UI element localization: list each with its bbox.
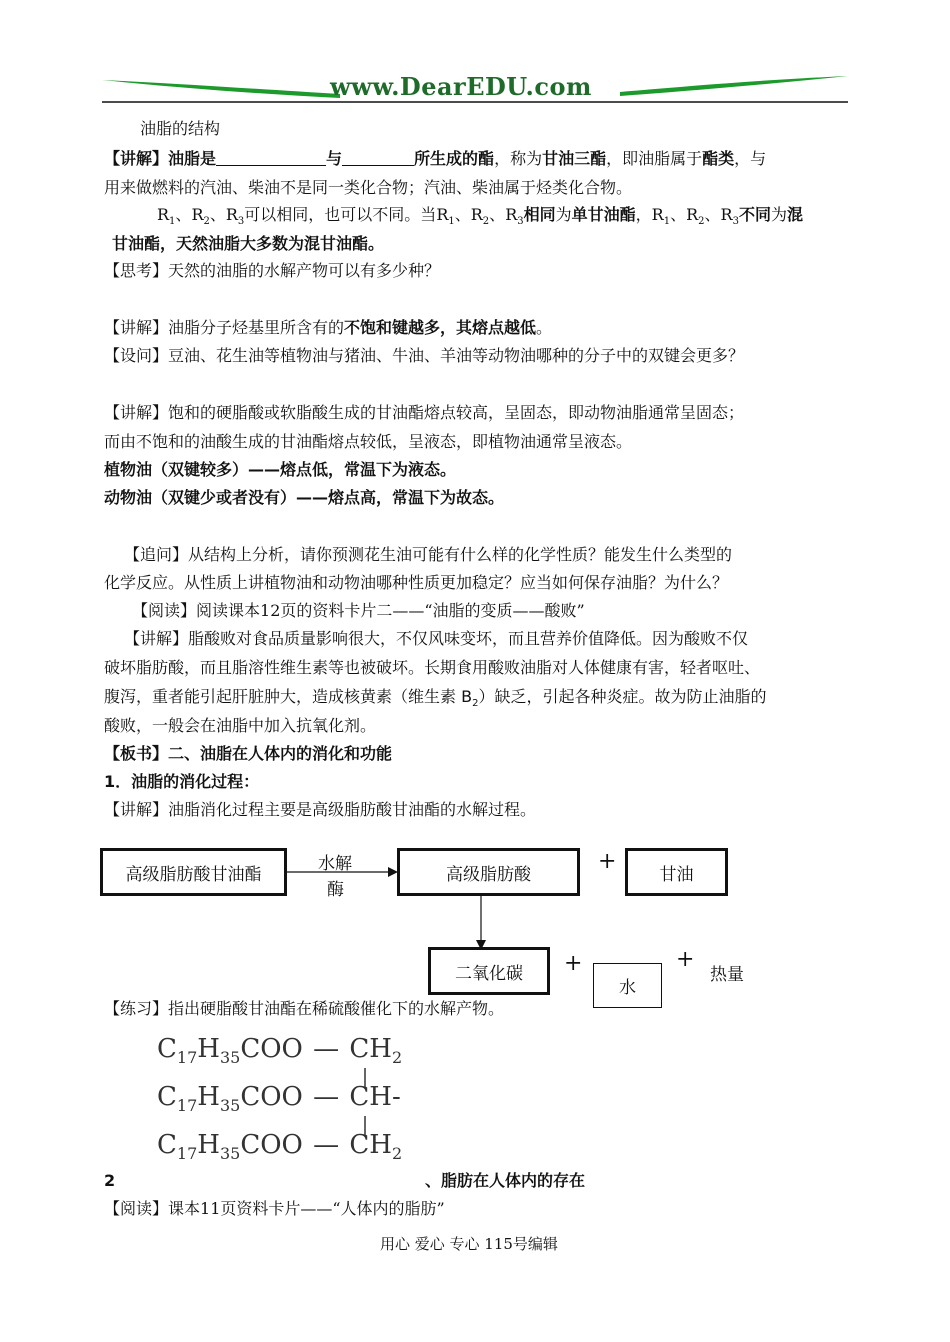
paragraph-lecture-3-line2: 而由不饱和的油酸生成的甘油酯熔点较低，呈液态，即植物油通常呈液态。: [104, 432, 633, 451]
fill-blank-1[interactable]: [216, 147, 326, 166]
plus-sign-2: +: [564, 951, 583, 976]
paragraph-exercise: 【练习】指出硬脂酸甘油酯在稀硫酸催化下的水解产物。: [104, 999, 505, 1018]
plus-sign-1: +: [598, 849, 617, 874]
paragraph-r-groups-line2: 甘油酯，天然油脂大多数为混甘油酯。: [112, 234, 385, 253]
box-glyceride: 高级脂肪酸甘油酯: [100, 848, 287, 896]
box-glycerol: 甘油: [625, 848, 728, 896]
paragraph-lecture-4-line4: 酸败，一般会在油脂中加入抗氧化剂。: [104, 716, 377, 735]
box-fatty-acid: 高级脂肪酸: [397, 848, 580, 896]
formula-row-1: $C_{17}H_{35}COO$ — $CH_2$: [157, 1034, 403, 1068]
tag: 【讲解】: [104, 149, 169, 168]
paragraph-lecture-4-line2: 破坏脂肪酸，而且脂溶性维生素等也被破坏。长期食用酸败油脂对人体健康有害，轻者呕吐、: [104, 658, 761, 677]
paragraph-lecture-4: 【讲解】脂酸败对食品质量影响很大，不仅风味变坏，而且营养价值降低。因为酸败不仅: [124, 629, 749, 648]
paragraph-lecture-2: 【讲解】油脂分子烃基里所含有的不饱和键越多，其熔点越低。: [104, 318, 553, 337]
paragraph-lecture-1: 【讲解】油脂是 与 所生成的酯，称为甘油三酯，即油脂属于酯类，与: [104, 149, 767, 168]
paragraph-question: 【设问】豆油、花生油等植物油与猪油、牛油、羊油等动物油哪种的分子中的双键会更多？: [104, 346, 745, 365]
formula-row-2: $C_{17}H_{35}COO$ — CH-: [157, 1082, 401, 1116]
item-2-num: 2: [104, 1171, 116, 1190]
plus-sign-3: +: [676, 947, 695, 972]
arrow-label-enzyme: 酶: [327, 880, 344, 900]
paragraph-lecture-4-line3: 腹泻，重者能引起肝脏肿大，造成核黄素（维生素 $B_2$）缺乏，引起各种炎症。故为防止油脂的: [104, 687, 767, 710]
paragraph-reading-2: 【阅读】课本11页资料卡片——“人体内的脂肪”: [104, 1199, 445, 1218]
paragraph-followup: 【追问】从结构上分析，请你预测花生油可能有什么样的化学性质？能发生什么类型的: [124, 545, 733, 564]
vegetable-oil-note: 植物油（双键较多）——熔点低，常温下为液态。: [104, 460, 457, 479]
paragraph-lecture-1-line2: 用来做燃料的汽油、柴油不是同一类化合物；汽油、柴油属于烃类化合物。: [104, 178, 633, 197]
logo-text[interactable]: www.DearEDU.com: [330, 72, 592, 101]
paragraph-reading-1: 【阅读】阅读课本12页的资料卡片二——“油脂的变质——酸败”: [132, 601, 585, 620]
paragraph-lecture-3: 【讲解】饱和的硬脂酸或软脂酸生成的甘油酯熔点较高，呈固态，即动物油脂通常呈固态；: [104, 403, 745, 422]
formula-row-3: $C_{17}H_{35}COO$ — $CH_2$: [157, 1130, 403, 1164]
item-2-heading: 、脂肪在人体内的存在: [425, 1171, 586, 1190]
paragraph-followup-line2: 化学反应。从性质上讲植物油和动物油哪种性质更加稳定？应当如何保存油脂？为什么？: [104, 573, 729, 592]
item-1-heading: 1．油脂的消化过程：: [104, 772, 260, 791]
box-water: 水: [593, 963, 662, 1008]
paragraph-lecture-5: 【讲解】油脂消化过程主要是高级脂肪酸甘油酯的水解过程。: [104, 800, 537, 819]
paragraph-think: 【思考】天然的油脂的水解产物可以有多少种？: [104, 261, 441, 280]
box-carbon-dioxide: 二氧化碳: [428, 947, 550, 995]
arrow-label-hydrolysis: 水解: [318, 854, 352, 874]
header-logo: [100, 70, 850, 106]
fill-blank-2[interactable]: [342, 147, 414, 166]
animal-oil-note: 动物油（双键少或者没有）——熔点高，常温下为故态。: [104, 488, 505, 507]
section-title: 油脂的结构: [140, 119, 221, 138]
paragraph-r-groups: $R_1$、$R_2$、$R_3$可以相同，也可以不同。当$R_1$、$R_2$、$R_3$相同为单甘油酯，$R_1$、$R_2$、$R_3$不同为混: [157, 205, 804, 228]
page-footer: 用心 爱心 专心 115号编辑: [380, 1235, 558, 1253]
board-heading: 【板书】二、油脂在人体内的消化和功能: [104, 744, 393, 763]
heat-label: 热量: [710, 965, 744, 985]
